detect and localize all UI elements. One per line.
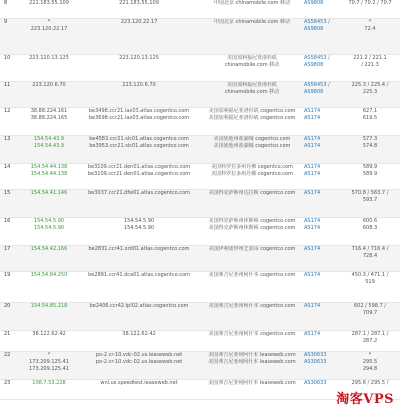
hostname-cell xyxy=(80,0,198,7)
as-number: AS174 xyxy=(304,225,321,231)
latency: * xyxy=(368,352,372,358)
ip-address-cell xyxy=(20,190,78,197)
hop-number-cell xyxy=(4,136,20,143)
hostname: 38.122.62.42 xyxy=(122,331,156,337)
as-number-cell xyxy=(304,19,340,33)
hop-number: 22 xyxy=(4,352,11,358)
ip-address: 154.54.84.250 xyxy=(30,272,68,278)
table-row xyxy=(0,246,400,272)
geo-location-cell xyxy=(200,55,304,69)
latency: 70.7 / 70.2 / 70.7 xyxy=(348,0,392,6)
geo-location-cell xyxy=(200,303,304,310)
as-number: AS9808 xyxy=(304,26,324,32)
latency-cell xyxy=(340,55,400,69)
as-number: AS9808 xyxy=(304,62,324,68)
hostname: be4583.ccr21.slc01.atlas.cogentco.com xyxy=(89,136,189,142)
hop-number: 8 xyxy=(4,0,8,6)
hop-number: 14 xyxy=(4,164,11,170)
table-row xyxy=(0,272,400,303)
latency-cell xyxy=(340,0,400,7)
hostname: be3037.ccr21.dfw01.atlas.cogentco.com xyxy=(88,190,190,196)
latency: 602 / 598.7 / xyxy=(354,303,386,309)
ip-address: 154.54.42.166 xyxy=(30,246,68,252)
hostname-cell xyxy=(80,331,198,338)
latency-cell xyxy=(340,303,400,317)
latency-cell xyxy=(340,164,400,178)
hop-number-cell xyxy=(4,0,20,7)
latency: 72.4 xyxy=(364,26,376,32)
hop-number: 16 xyxy=(4,218,11,224)
hop-number-cell xyxy=(4,108,20,115)
latency-cell xyxy=(340,190,400,204)
as-number: AS174 xyxy=(304,143,321,149)
as-number-cell xyxy=(304,303,340,310)
ip-address-cell xyxy=(20,303,78,310)
geo-location-cell xyxy=(200,19,304,26)
hostname: be3698.ccr21.lax03.atlas.cogentco.com xyxy=(88,115,190,121)
hostname-cell xyxy=(80,218,198,232)
latency: 225.3 xyxy=(362,89,378,95)
geo-location: 美国弗吉尼亚州阿什本 cogentco.com xyxy=(208,272,296,278)
as-number: AS58453 / xyxy=(304,82,330,88)
hop-number-cell xyxy=(4,352,20,359)
hostname: 154.54.5.90 xyxy=(123,218,155,224)
latency-cell xyxy=(340,82,400,96)
hostname-cell xyxy=(80,55,198,62)
geo-location: 美国科罗拉多州丹佛 cogentco.com xyxy=(211,164,293,170)
ip-address-cell xyxy=(20,246,78,253)
hostname: be3498.ccr21.lax03.atlas.cogentco.com xyxy=(88,108,190,114)
ip-address: 154.54.5.90 xyxy=(33,218,65,224)
as-number: AS174 xyxy=(304,136,321,142)
hostname-cell xyxy=(80,136,198,150)
table-row xyxy=(0,55,400,82)
hop-number: 9 xyxy=(4,19,8,25)
hop-number-cell xyxy=(4,190,20,197)
as-number-cell xyxy=(304,218,340,232)
ip-address-cell xyxy=(20,218,78,232)
as-number-cell xyxy=(304,352,340,366)
ip-address-cell xyxy=(20,19,78,33)
geo-location: 美国伊利诺伊州芝加哥 cogentco.com xyxy=(208,246,296,252)
geo-location: 美国得克萨斯州达拉斯 cogentco.com xyxy=(208,190,296,196)
hop-number-cell xyxy=(4,164,20,171)
hostname: be2891.ccr41.dca01.atlas.cogentco.com xyxy=(88,272,190,278)
ip-address-cell xyxy=(20,331,78,338)
geo-location: 美国科罗拉多州丹佛 cogentco.com xyxy=(211,171,293,177)
as-number: AS174 xyxy=(304,171,321,177)
ip-address-cell xyxy=(20,380,78,387)
geo-location-cell xyxy=(200,82,304,96)
latency: 450.3 / 471.1 / xyxy=(351,272,389,278)
hostname: be3953.ccr21.slc01.atlas.cogentco.com xyxy=(89,143,189,149)
geo-location-cell xyxy=(200,0,304,7)
ip-address: 38.122.62.42 xyxy=(32,331,66,337)
ip-address-cell xyxy=(20,55,78,62)
latency: / 221.3 xyxy=(361,62,379,68)
hostname-cell xyxy=(80,272,198,279)
table-row xyxy=(0,352,400,380)
hostname-cell xyxy=(80,246,198,253)
geo-location: 美国犹他州盐湖城 cogentco.com xyxy=(213,136,291,142)
geo-location: chinamobile.com 移动 xyxy=(224,62,280,68)
hop-number-cell xyxy=(4,55,20,62)
hop-number: 21 xyxy=(4,331,11,337)
geo-location: 美国弗吉尼亚州阿什本 leaseweb.com xyxy=(208,352,296,358)
latency: 294.8 xyxy=(362,366,378,372)
geo-location-cell xyxy=(200,272,304,279)
as-number: AS174 xyxy=(304,331,321,337)
as-number-cell xyxy=(304,380,340,387)
table-row xyxy=(0,19,400,55)
as-number: AS174 xyxy=(304,108,321,114)
geo-location-cell xyxy=(200,164,304,178)
hop-number: 23 xyxy=(4,380,11,386)
latency-cell xyxy=(340,272,400,286)
latency: 287.1 / 287.1 / xyxy=(351,331,389,337)
hostname: po-2.cr-10.vdc-02.us.leaseweb.net xyxy=(95,359,183,365)
as-number-cell xyxy=(304,0,340,7)
ip-address-cell xyxy=(20,108,78,122)
table-row xyxy=(0,108,400,136)
ip-address: 221.183.55.109 xyxy=(29,0,69,6)
hop-number: 20 xyxy=(4,303,11,309)
as-number: AS58453 / xyxy=(304,55,330,61)
latency: 608.3 xyxy=(362,225,378,231)
hostname-cell xyxy=(80,303,198,310)
geo-location: 美国犹他州盐湖城 cogentco.com xyxy=(213,143,291,149)
hop-number: 13 xyxy=(4,136,11,142)
ip-address: * xyxy=(47,19,51,25)
ip-address: 173.209.125.41 xyxy=(29,366,69,372)
hop-number-cell xyxy=(4,218,20,225)
latency: 600.6 xyxy=(362,218,378,224)
latency-cell xyxy=(340,380,400,387)
geo-location-cell xyxy=(200,108,304,122)
ip-address-cell xyxy=(20,164,78,178)
as-number: AS30633 xyxy=(304,380,327,386)
latency: 728.4 xyxy=(362,253,378,259)
as-number: AS174 xyxy=(304,272,321,278)
latency-cell xyxy=(340,19,400,33)
latency-cell xyxy=(340,136,400,150)
hostname: 223.120.13.125 xyxy=(119,55,159,61)
geo-location-cell xyxy=(200,352,304,366)
latency: 589.9 xyxy=(362,164,378,170)
as-number: AS174 xyxy=(304,218,321,224)
latency: 221.2 / 221.1 xyxy=(353,55,387,61)
latency-cell xyxy=(340,218,400,232)
hostname-cell xyxy=(80,352,198,366)
latency: 287.2 xyxy=(362,338,378,344)
latency: 295.6 / 295.5 / xyxy=(351,380,389,386)
hostname: be3109.ccr21.den01.atlas.cogentco.com xyxy=(87,171,191,177)
hostname-cell xyxy=(80,380,198,387)
as-number-cell xyxy=(304,164,340,178)
latency: 716.4 / 716.4 / xyxy=(351,246,389,252)
ip-address: 108.7.53.228 xyxy=(32,380,66,386)
ip-address: 154.54.43.9 xyxy=(33,143,65,149)
hop-number: 19 xyxy=(4,272,11,278)
hop-number: 10 xyxy=(4,55,11,61)
hostname: po-2.cr-10.vdc-02.us.leaseweb.net xyxy=(95,352,183,358)
ip-address-cell xyxy=(20,136,78,150)
hostname: be2831.ccr41.ord01.atlas.cogentco.com xyxy=(88,246,190,252)
ip-address-cell xyxy=(20,352,78,373)
latency: 589.9 xyxy=(362,171,378,177)
hostname-cell xyxy=(80,108,198,122)
ip-address: 154.54.44.138 xyxy=(30,171,68,177)
geo-location-cell xyxy=(200,246,304,253)
latency-cell xyxy=(340,246,400,260)
as-number-cell xyxy=(304,136,340,150)
as-number: AS174 xyxy=(304,115,321,121)
hop-number: 11 xyxy=(4,82,11,88)
as-number-cell xyxy=(304,246,340,253)
hop-number-cell xyxy=(4,380,20,387)
latency: 225.3 / 225.4 / xyxy=(351,82,389,88)
hop-number-cell xyxy=(4,82,20,89)
as-number-cell xyxy=(304,55,340,69)
hostname-cell xyxy=(80,164,198,178)
latency: 577.3 xyxy=(362,136,378,142)
geo-location-cell xyxy=(200,380,304,387)
geo-location-cell xyxy=(200,218,304,232)
geo-location: 美国加利福尼亚洛杉矶 xyxy=(226,55,277,61)
hostname: 154.54.5.90 xyxy=(123,225,155,231)
latency: 627.1 xyxy=(362,108,378,114)
table-row xyxy=(0,136,400,164)
latency-cell xyxy=(340,108,400,122)
as-number: AS174 xyxy=(304,190,321,196)
hop-number-cell xyxy=(4,246,20,253)
ip-address-cell xyxy=(20,0,78,7)
as-number: AS30633 xyxy=(304,359,327,365)
hostname: be3109.ccr21.den01.atlas.cogentco.com xyxy=(87,164,191,170)
geo-location: 美国弗吉尼亚州阿什本 cogentco.com xyxy=(208,331,296,337)
ip-address: 154.54.85.218 xyxy=(30,303,68,309)
hop-number: 15 xyxy=(4,190,11,196)
ip-address: 223.120.22.17 xyxy=(30,26,68,32)
geo-location-cell xyxy=(200,331,304,338)
as-number: AS174 xyxy=(304,164,321,170)
watermark-logo: 淘客VPS xyxy=(336,392,394,407)
hostname: 221.183.55.109 xyxy=(119,0,159,6)
hop-number: 17 xyxy=(4,246,11,252)
as-number-cell xyxy=(304,108,340,122)
geo-location: 美国得克萨斯州休斯顿 cogentco.com xyxy=(208,218,296,224)
ip-address: 154.54.41.146 xyxy=(30,190,68,196)
ip-address: 223.120.6.70 xyxy=(32,82,66,88)
ip-address-cell xyxy=(20,82,78,89)
as-number-cell xyxy=(304,190,340,197)
ip-address: 38.88.224.161 xyxy=(30,108,68,114)
geo-location: 美国加利福尼亚洛杉矶 cogentco.com xyxy=(208,115,296,121)
geo-location: chinamobile.com 移动 xyxy=(224,89,280,95)
latency: 619.5 xyxy=(362,115,378,121)
geo-location: 中国北京 chinamobile.com 移动 xyxy=(214,19,290,25)
ip-address-cell xyxy=(20,272,78,279)
geo-location: 美国加利福尼亚洛杉矶 cogentco.com xyxy=(208,108,296,114)
geo-location-cell xyxy=(200,136,304,150)
hop-number-cell xyxy=(4,331,20,338)
geo-location: 美国弗吉尼亚州阿什本 leaseweb.com xyxy=(208,380,296,386)
latency-cell xyxy=(340,331,400,345)
as-number-cell xyxy=(304,331,340,338)
table-row xyxy=(0,164,400,190)
hostname: 223.120.22.17 xyxy=(120,19,158,25)
hop-number-cell xyxy=(4,303,20,310)
latency: 593.7 xyxy=(362,197,378,203)
geo-location: 美国得克萨斯州休斯顿 cogentco.com xyxy=(208,225,296,231)
ip-address: 173.209.125.41 xyxy=(29,359,69,365)
ip-address: 154.54.43.9 xyxy=(33,136,65,142)
as-number: AS174 xyxy=(304,303,321,309)
as-number: AS174 xyxy=(304,246,321,252)
table-row xyxy=(0,82,400,108)
ip-address: * xyxy=(47,352,51,358)
hostname: be2406.ccr42.lpl02.atlas.cogentco.com xyxy=(89,303,189,309)
ip-address: 38.88.224.165 xyxy=(30,115,68,121)
latency: 709.7 xyxy=(362,310,378,316)
geo-location: 美国加利福尼亚洛杉矶 xyxy=(226,82,277,88)
table-row xyxy=(0,218,400,246)
as-number: AS9808 xyxy=(304,0,324,6)
ip-address: 223.120.13.125 xyxy=(29,55,69,61)
table-row xyxy=(0,303,400,331)
hop-number-cell xyxy=(4,272,20,279)
hostname: 223.120.6.70 xyxy=(122,82,156,88)
ip-address: 154.54.44.138 xyxy=(30,164,68,170)
as-number: AS30633 xyxy=(304,352,327,358)
geo-location: 美国弗吉尼亚州阿什本 cogentco.com xyxy=(208,303,296,309)
table-row xyxy=(0,331,400,352)
as-number-cell xyxy=(304,272,340,279)
geo-location: 美国弗吉尼亚州阿什本 leaseweb.com xyxy=(208,359,296,365)
latency: * xyxy=(368,19,372,25)
table-row xyxy=(0,190,400,218)
ip-address: 154.54.5.90 xyxy=(33,225,65,231)
latency-cell xyxy=(340,352,400,373)
as-number: AS58453 / xyxy=(304,19,330,25)
latency: 519 xyxy=(365,279,375,285)
hostname-cell xyxy=(80,190,198,197)
hop-number: 12 xyxy=(4,108,11,114)
hostname: wnl.us.speedtest.leaseweb.net xyxy=(100,380,178,386)
geo-location: 中国北京 chinamobile.com 移动 xyxy=(214,0,290,6)
latency: 570.8 / 563.7 / xyxy=(351,190,389,196)
as-number: AS9808 xyxy=(304,89,324,95)
geo-location-cell xyxy=(200,190,304,197)
latency: 574.8 xyxy=(362,143,378,149)
hop-number-cell xyxy=(4,19,20,26)
table-row xyxy=(0,0,400,19)
latency: 295.5 xyxy=(362,359,378,365)
hostname-cell xyxy=(80,82,198,89)
as-number-cell xyxy=(304,82,340,96)
hostname-cell xyxy=(80,19,198,26)
